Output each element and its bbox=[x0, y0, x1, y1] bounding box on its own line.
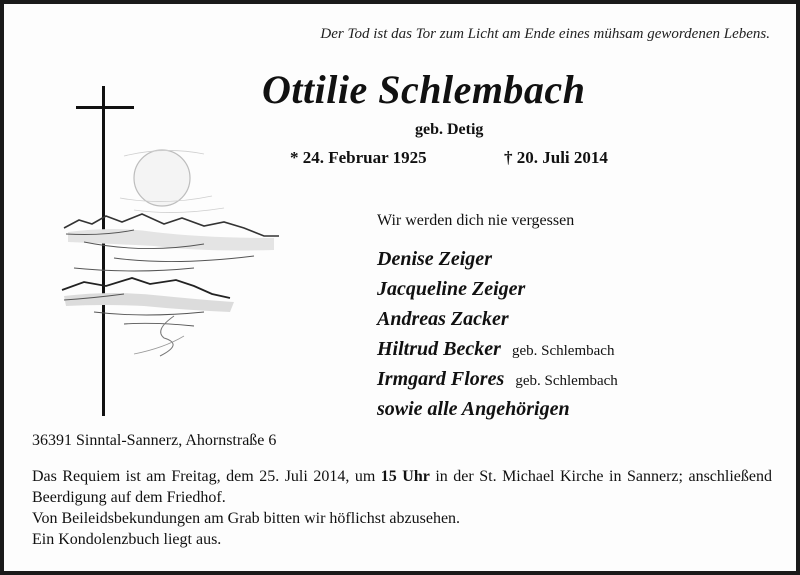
mourner-list bbox=[377, 244, 618, 424]
requiem-time: 15 Uhr bbox=[380, 468, 430, 485]
mourner-birth-name: geb. Schlembach bbox=[515, 373, 618, 389]
condolence-book-note: Ein Kondolenzbuch liegt aus. bbox=[32, 531, 222, 548]
mourner-name: Andreas Zacker bbox=[377, 308, 509, 330]
cross-and-sunset-landscape-icon bbox=[54, 86, 294, 416]
list-item bbox=[377, 364, 618, 394]
mourner-name: Irmgard Flores bbox=[377, 368, 505, 390]
birth-name: geb. Detig bbox=[415, 121, 484, 138]
mourner-name: Hiltrud Becker bbox=[377, 338, 501, 360]
mourner-name: Denise Zeiger bbox=[377, 248, 492, 270]
mourner-birth-name: geb. Schlembach bbox=[511, 343, 615, 359]
condolence-note: Von Beileidsbekundungen am Grab bitten wir höflichst abzusehen. bbox=[32, 510, 461, 527]
list-item bbox=[377, 244, 618, 274]
birth-date: * 24. Februar 1925 bbox=[290, 148, 427, 167]
mourner-name: sowie alle Angehörigen bbox=[377, 398, 570, 420]
list-item bbox=[377, 334, 618, 364]
list-item bbox=[377, 274, 618, 304]
list-item bbox=[377, 394, 618, 424]
deceased-name: Ottilie Schlembach bbox=[262, 67, 586, 112]
family-address: 36391 Sinntal-Sannerz, Ahornstraße 6 bbox=[32, 432, 277, 449]
requiem-text-end: in der St. Michael Kirche in Sannerz; anschließend Beerdigung auf dem Friedhof. bbox=[32, 468, 772, 506]
mourner-name: Jacqueline Zeiger bbox=[377, 278, 526, 300]
farewell-line: Wir werden dich nie vergessen bbox=[377, 212, 575, 229]
list-item bbox=[377, 304, 618, 334]
death-date: † 20. Juli 2014 bbox=[504, 148, 608, 167]
requiem-details bbox=[32, 466, 772, 508]
service-information bbox=[32, 466, 772, 550]
motto-quote: Der Tod ist das Tor zum Licht am Ende eines mühsam gewordenen Lebens. bbox=[320, 26, 770, 42]
requiem-text-start: Das Requiem ist am Freitag, dem 25. Juli 2014, um bbox=[32, 468, 381, 485]
